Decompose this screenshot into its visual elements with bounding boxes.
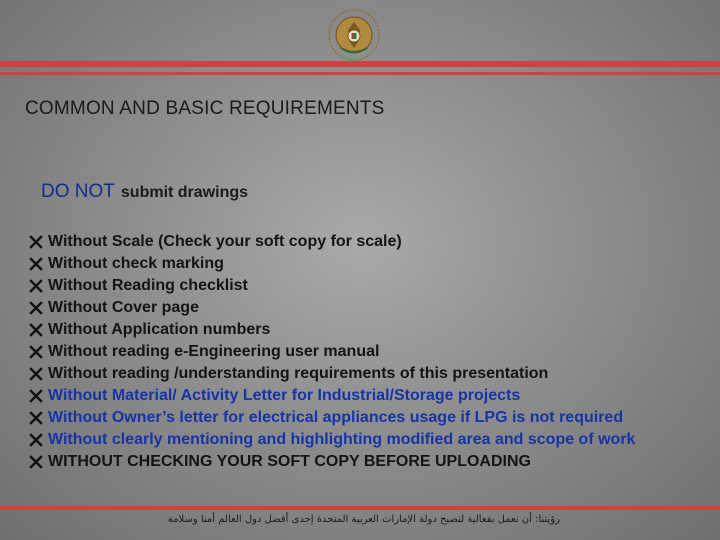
x-mark-icon: [28, 454, 44, 470]
requirement-text: Without Owner’s letter for electrical appliances usage if LPG is not required: [48, 409, 624, 426]
x-mark-icon: [28, 388, 44, 404]
x-mark-icon: [28, 300, 44, 316]
requirement-item: [28, 363, 718, 385]
header-red-bar: [0, 61, 720, 67]
x-mark-icon: [28, 366, 44, 382]
x-mark-icon: [28, 278, 44, 294]
requirement-text: Without Reading checklist: [48, 277, 248, 294]
requirement-text: Without check marking: [48, 255, 224, 272]
subtitle-emphasis: DO NOT: [41, 181, 115, 202]
requirements-list: [28, 231, 718, 473]
page-title: COMMON AND BASIC REQUIREMENTS: [25, 98, 385, 119]
vision-statement: رؤيتنا: أن نعمل بفعالية لتصبح دولة الإمارات العربية المتحدة إحدى أفضل دول العالم أمنا وسلامة: [167, 514, 560, 525]
subtitle: [41, 181, 248, 203]
x-mark-icon: [28, 432, 44, 448]
x-mark-icon: [28, 234, 44, 250]
footer-red-bar: [0, 506, 720, 510]
requirement-item: [28, 451, 718, 473]
x-mark-icon: [28, 344, 44, 360]
requirement-text: Without Cover page: [48, 299, 199, 316]
requirement-text: Without reading /understanding requirements of this presentation: [48, 365, 549, 382]
requirement-text: WITHOUT CHECKING YOUR SOFT COPY BEFORE UPLOADING: [48, 453, 531, 470]
requirement-item: [28, 385, 718, 407]
x-mark-icon: [28, 410, 44, 426]
header-red-line: [0, 72, 720, 75]
requirement-item: [28, 297, 718, 319]
requirement-item: [28, 231, 718, 253]
requirement-text: Without Scale (Check your soft copy for scale): [48, 233, 402, 250]
requirement-item: [28, 341, 718, 363]
requirement-item: [28, 429, 718, 451]
requirement-item: [28, 253, 718, 275]
x-mark-icon: [28, 256, 44, 272]
requirement-item: [28, 275, 718, 297]
subtitle-text: submit drawings: [120, 184, 249, 201]
requirement-text: Without Material/ Activity Letter for Industrial/Storage projects: [48, 387, 521, 404]
requirement-text: Without reading e-Engineering user manual: [48, 343, 380, 360]
requirement-text: Without Application numbers: [48, 321, 271, 338]
uae-emblem-icon: [327, 8, 381, 62]
requirement-item: [28, 407, 718, 429]
x-mark-icon: [28, 322, 44, 338]
requirement-text: Without clearly mentioning and highlighting modified area and scope of work: [48, 431, 636, 448]
requirement-item: [28, 319, 718, 341]
